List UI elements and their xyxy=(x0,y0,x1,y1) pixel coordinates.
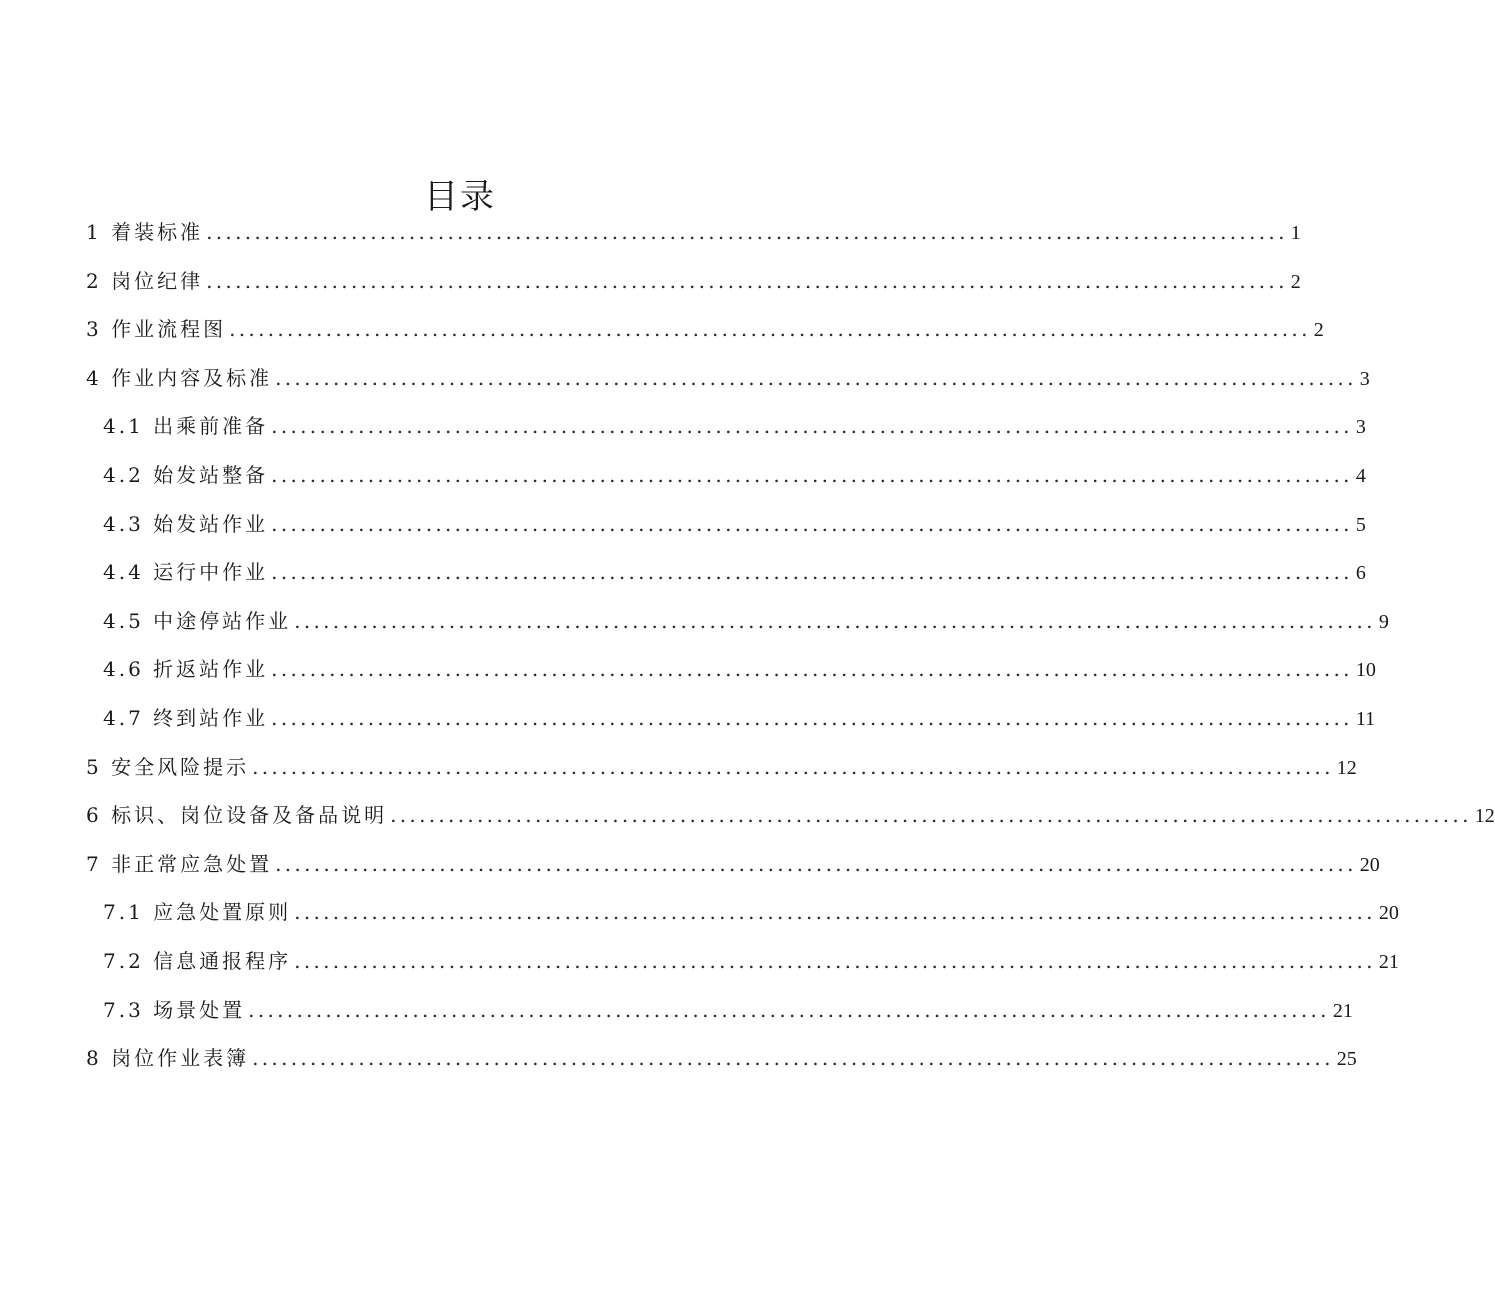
toc-leader-dots: ................................................................................................................ xyxy=(206,268,1288,293)
toc-leader-dots: ................................................................................................................ xyxy=(271,462,1353,487)
toc-entry[interactable] xyxy=(86,305,1324,354)
toc-page-number: 10 xyxy=(1355,659,1376,682)
toc-leader-dots: ................................................................................................................ xyxy=(271,414,1353,439)
toc-entry-label: 6 标识、岗位设备及备品说明 xyxy=(86,803,388,828)
toc-leader-dots: ................................................................................................................ xyxy=(294,900,1376,925)
toc-leader-dots: ................................................................................................................ xyxy=(294,948,1376,973)
toc-subentry[interactable] xyxy=(103,986,1353,1035)
toc-subentry[interactable] xyxy=(103,888,1399,937)
page-title: 目录 xyxy=(424,176,496,217)
toc-entry-label: 8 岗位作业表簿 xyxy=(86,1046,250,1071)
toc-page-number: 20 xyxy=(1359,853,1380,876)
toc-leader-dots: ................................................................................................................ xyxy=(275,365,1357,390)
toc-entry-label: 4.4 运行中作业 xyxy=(103,560,269,585)
toc-entry[interactable] xyxy=(86,354,1370,403)
toc-entry-label: 4 作业内容及标准 xyxy=(86,365,273,390)
toc-leader-dots: ................................................................................................................ xyxy=(390,803,1472,828)
table-of-contents xyxy=(0,208,1495,1083)
toc-page-number: 20 xyxy=(1378,902,1399,925)
toc-entry-label: 4.5 中途停站作业 xyxy=(103,608,292,633)
toc-page-number: 3 xyxy=(1355,416,1366,439)
toc-subentry[interactable] xyxy=(103,645,1376,694)
toc-page-number: 2 xyxy=(1313,319,1324,342)
toc-entry[interactable] xyxy=(86,840,1380,889)
toc-page-number: 3 xyxy=(1359,367,1370,390)
toc-page-number: 5 xyxy=(1355,513,1366,536)
toc-leader-dots: ................................................................................................................ xyxy=(294,608,1376,633)
toc-leader-dots: ................................................................................................................ xyxy=(248,997,1330,1022)
toc-leader-dots: ................................................................................................................ xyxy=(229,317,1311,342)
toc-entry-label: 5 安全风险提示 xyxy=(86,754,250,779)
toc-subentry[interactable] xyxy=(103,500,1366,549)
toc-leader-dots: ................................................................................................................ xyxy=(271,511,1353,536)
toc-entry-label: 4.7 终到站作业 xyxy=(103,705,269,730)
toc-entry-label: 7.2 信息通报程序 xyxy=(103,948,292,973)
toc-entry-label: 4.1 出乘前准备 xyxy=(103,414,269,439)
toc-entry-label: 2 岗位纪律 xyxy=(86,268,204,293)
toc-page-number: 12 xyxy=(1474,805,1495,828)
toc-entry-label: 7.1 应急处置原则 xyxy=(103,900,292,925)
toc-page-number: 6 xyxy=(1355,562,1366,585)
toc-leader-dots: ................................................................................................................ xyxy=(252,754,1334,779)
toc-leader-dots: ................................................................................................................ xyxy=(271,657,1353,682)
toc-leader-dots: ................................................................................................................ xyxy=(271,560,1353,585)
toc-page-number: 2 xyxy=(1290,270,1301,293)
toc-page-number: 4 xyxy=(1355,464,1366,487)
toc-leader-dots: ................................................................................................................ xyxy=(206,220,1288,244)
toc-page-number: 12 xyxy=(1336,756,1357,779)
toc-entry[interactable] xyxy=(86,1034,1357,1083)
toc-subentry[interactable] xyxy=(103,597,1389,646)
toc-subentry[interactable] xyxy=(103,694,1376,743)
toc-leader-dots: ................................................................................................................ xyxy=(271,705,1353,730)
toc-entry-label: 3 作业流程图 xyxy=(86,317,227,342)
toc-entry[interactable] xyxy=(86,257,1301,306)
toc-page-number: 25 xyxy=(1336,1048,1357,1071)
toc-leader-dots: ................................................................................................................ xyxy=(275,851,1357,876)
toc-page-number: 9 xyxy=(1378,610,1389,633)
toc-page-number: 1 xyxy=(1290,222,1301,244)
toc-page-number: 11 xyxy=(1355,707,1376,730)
toc-entry-label: 4.6 折返站作业 xyxy=(103,657,269,682)
toc-entry-label: 7.3 场景处置 xyxy=(103,997,246,1022)
toc-entry[interactable] xyxy=(86,743,1357,792)
toc-subentry[interactable] xyxy=(103,402,1366,451)
toc-entry-label: 1 着装标准 xyxy=(86,220,204,244)
toc-entry-label: 7 非正常应急处置 xyxy=(86,851,273,876)
toc-entry[interactable] xyxy=(86,791,1495,840)
toc-page-number: 21 xyxy=(1378,950,1399,973)
toc-page-number: 21 xyxy=(1332,999,1353,1022)
toc-entry-label: 4.2 始发站整备 xyxy=(103,462,269,487)
toc-subentry[interactable] xyxy=(103,548,1366,597)
toc-subentry[interactable] xyxy=(103,937,1399,986)
toc-entry[interactable] xyxy=(86,208,1301,257)
toc-leader-dots: ................................................................................................................ xyxy=(252,1046,1334,1071)
toc-entry-label: 4.3 始发站作业 xyxy=(103,511,269,536)
toc-subentry[interactable] xyxy=(103,451,1366,500)
